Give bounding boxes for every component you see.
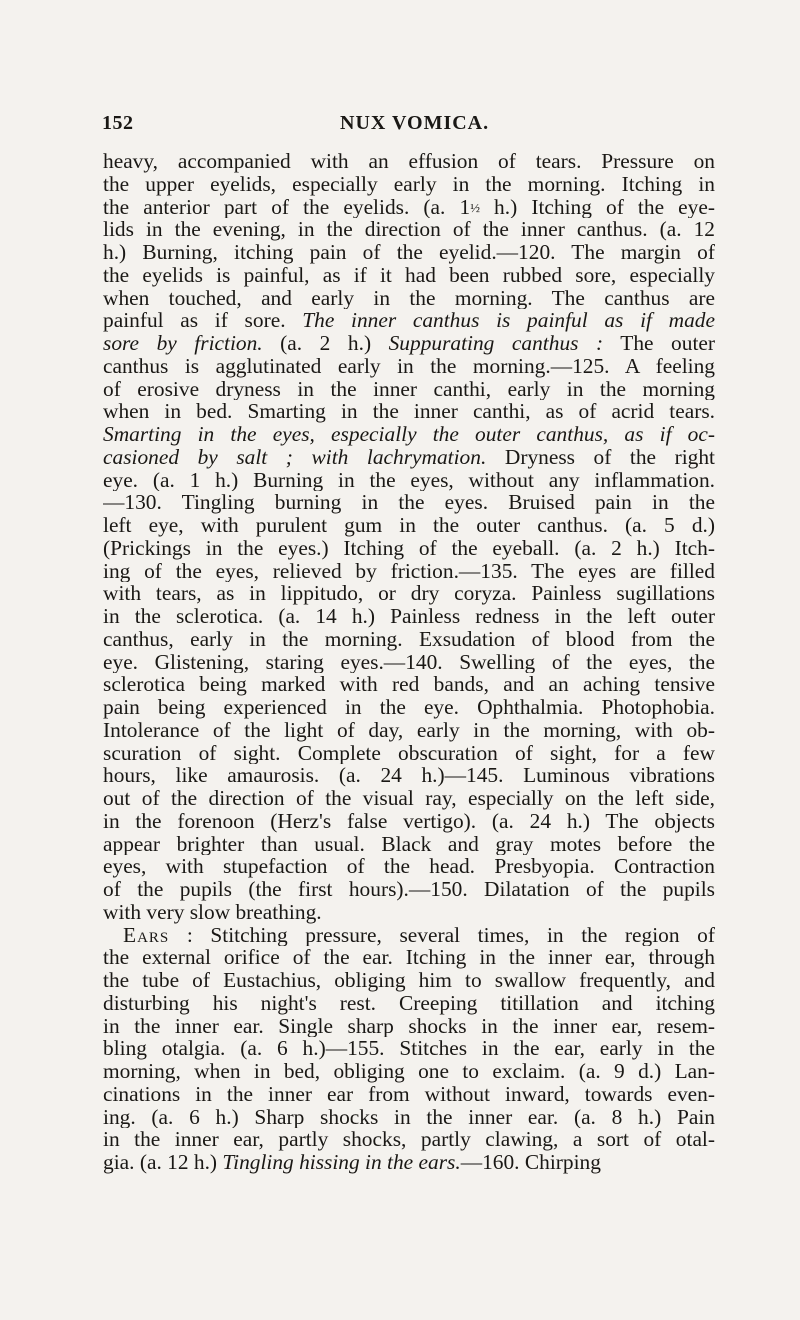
text-segment: heavy, accompanied with an effusion of tears. Pressure on [103, 150, 715, 173]
text-segment: ing. (a. 6 h.) Sharp shocks in the inner ear. (a. 8 h.) Pain [103, 1105, 715, 1129]
text-line [103, 833, 715, 856]
page-number: 152 [102, 112, 134, 134]
text-line [103, 901, 715, 924]
text-segment: in the sclerotica. (a. 14 h.) Painless redness in the left outer [103, 605, 715, 628]
text-line [103, 1015, 715, 1038]
text-segment: with very slow breathing. [103, 900, 322, 924]
text-segment: —160. Chirping [460, 1151, 601, 1174]
text-segment: with tears, as in lippitudo, or dry coryza. Painless sugillations [103, 582, 715, 605]
text-line [103, 605, 715, 628]
text-line [103, 719, 715, 742]
text-line [103, 696, 715, 719]
italic-text: Tingling hissing in the ears. [222, 1151, 461, 1174]
italic-text: Smarting in the eyes, especially the outer canthus, as if oc- [103, 423, 715, 446]
text-segment: Intolerance of the light of day, early in the morning, with ob- [103, 718, 715, 742]
text-line [103, 264, 715, 287]
text-line [103, 150, 715, 173]
text-segment: h.) Itching of the eye- [479, 195, 715, 219]
text-line [103, 173, 715, 196]
text-segment: the anterior part of the eyelids. (a. 1 [103, 195, 471, 219]
text-line [103, 309, 715, 332]
text-line [103, 355, 715, 378]
text-segment: Dryness of the right [486, 445, 715, 469]
text-segment: left eye, with purulent gum in the outer canthus. (a. 5 d.) [103, 514, 715, 537]
running-head: NUX VOMICA. [340, 112, 490, 134]
body-text [103, 150, 715, 1174]
text-segment: canthus is agglutinated early in the morning.—125. A feeling [103, 354, 715, 378]
text-segment: gia. (a. 12 h.) [103, 1151, 223, 1174]
fraction: ½ [470, 199, 480, 215]
italic-text: sore by friction. [103, 332, 263, 355]
text-line [103, 969, 715, 992]
text-line [103, 196, 715, 219]
text-segment: bling otalgia. (a. 6 h.)—155. Stitches in the ear, early in the [103, 1037, 715, 1060]
text-segment: the external orifice of the ear. Itching in the inner ear, through [103, 946, 715, 969]
text-line [103, 332, 715, 355]
text-segment: in the inner ear, partly shocks, partly clawing, a sort of otal- [103, 1128, 715, 1151]
text-line [103, 378, 715, 401]
italic-text: The inner canthus is painful as if made [302, 309, 715, 332]
text-line [103, 810, 715, 833]
text-line [103, 423, 715, 446]
text-line [103, 287, 715, 310]
text-segment: : Stitching pressure, several times, in the region of [169, 923, 715, 947]
text-line [103, 787, 715, 810]
text-segment: (Prickings in the eyes.) Itching of the eyeball. (a. 2 h.) Itch- [103, 536, 715, 560]
text-line [103, 878, 715, 901]
text-line [103, 651, 715, 674]
text-segment: pain being experienced in the eye. Ophthalmia. Photophobia. [103, 696, 715, 719]
text-segment: out of the direction of the visual ray, especially on the left side, [103, 787, 715, 810]
text-segment: h.) Burning, itching pain of the eyelid.—120. The margin of [103, 241, 715, 264]
text-line [103, 946, 715, 969]
text-segment: disturbing his night's rest. Creeping titillation and itching [103, 991, 715, 1015]
text-line [103, 218, 715, 241]
text-segment: eye. Glistening, staring eyes.—140. Swelling of the eyes, the [103, 650, 715, 674]
text-line [103, 924, 715, 947]
text-segment: eyes, with stupefaction of the head. Presbyopia. Contraction [103, 855, 715, 878]
text-segment: eye. (a. 1 h.) Burning in the eyes, without any inflammation. [103, 468, 715, 492]
text-line [103, 742, 715, 765]
text-segment: morning, when in bed, obliging one to exclaim. (a. 9 d.) Lan- [103, 1060, 715, 1083]
text-segment: of the pupils (the first hours).—150. Dilatation of the pupils [103, 878, 715, 901]
text-segment: sclerotica being marked with red bands, and an aching tensive [103, 673, 715, 696]
text-line [103, 491, 715, 514]
text-segment: scuration of sight. Complete obscuration of sight, for a few [103, 741, 715, 765]
text-segment: lids in the evening, in the direction of the inner canthus. (a. 12 [103, 218, 715, 241]
text-line [103, 1128, 715, 1151]
text-segment: painful as if sore. [103, 309, 303, 332]
text-line [103, 1151, 715, 1174]
text-line [103, 1037, 715, 1060]
italic-text: casioned by salt ; with lachrymation. [103, 445, 487, 469]
text-segment: of erosive dryness in the inner canthi, early in the morning [103, 377, 715, 401]
text-line [103, 628, 715, 651]
text-segment: canthus, early in the morning. Exsudation of blood from the [103, 627, 715, 651]
text-segment: in the inner ear. Single sharp shocks in the inner ear, resem- [103, 1014, 715, 1038]
text-line [103, 992, 715, 1015]
text-segment: The outer [603, 332, 715, 355]
text-segment: when in bed. Smarting in the inner canthi, as of acrid tears. [103, 400, 715, 423]
text-line [103, 582, 715, 605]
italic-text: Suppurating canthus : [388, 332, 604, 355]
text-segment: the tube of Eustachius, obliging him to swallow frequently, and [103, 969, 715, 992]
text-segment: appear brighter than usual. Black and gray motes before the [103, 832, 715, 856]
text-line [103, 241, 715, 264]
text-segment: ing of the eyes, relieved by friction.—135. The eyes are filled [103, 559, 715, 583]
text-line [103, 764, 715, 787]
text-line [103, 855, 715, 878]
text-line [103, 446, 715, 469]
text-segment: hours, like amaurosis. (a. 24 h.)—145. Luminous vibrations [103, 764, 715, 787]
text-segment: cinations in the inner ear from without inward, towards even- [103, 1082, 715, 1106]
text-segment: when touched, and early in the morning. The canthus are [103, 286, 715, 310]
text-line [103, 537, 715, 560]
text-line [103, 469, 715, 492]
page-header [102, 112, 702, 136]
text-segment: in the forenoon (Herz's false vertigo). (a. 24 h.) The objects [103, 809, 715, 833]
text-line [103, 1106, 715, 1129]
text-segment: the eyelids is painful, as if it had been rubbed sore, especially [103, 263, 715, 287]
text-line [103, 1083, 715, 1106]
text-line [103, 1060, 715, 1083]
section-label: Ears [123, 923, 170, 947]
text-segment: —130. Tingling burning in the eyes. Bruised pain in the [103, 491, 715, 514]
text-segment: (a. 2 h.) [262, 332, 389, 355]
text-line [103, 514, 715, 537]
text-segment: the upper eyelids, especially early in the morning. Itching in [103, 172, 715, 196]
text-line [103, 400, 715, 423]
text-line [103, 673, 715, 696]
text-line [103, 560, 715, 583]
